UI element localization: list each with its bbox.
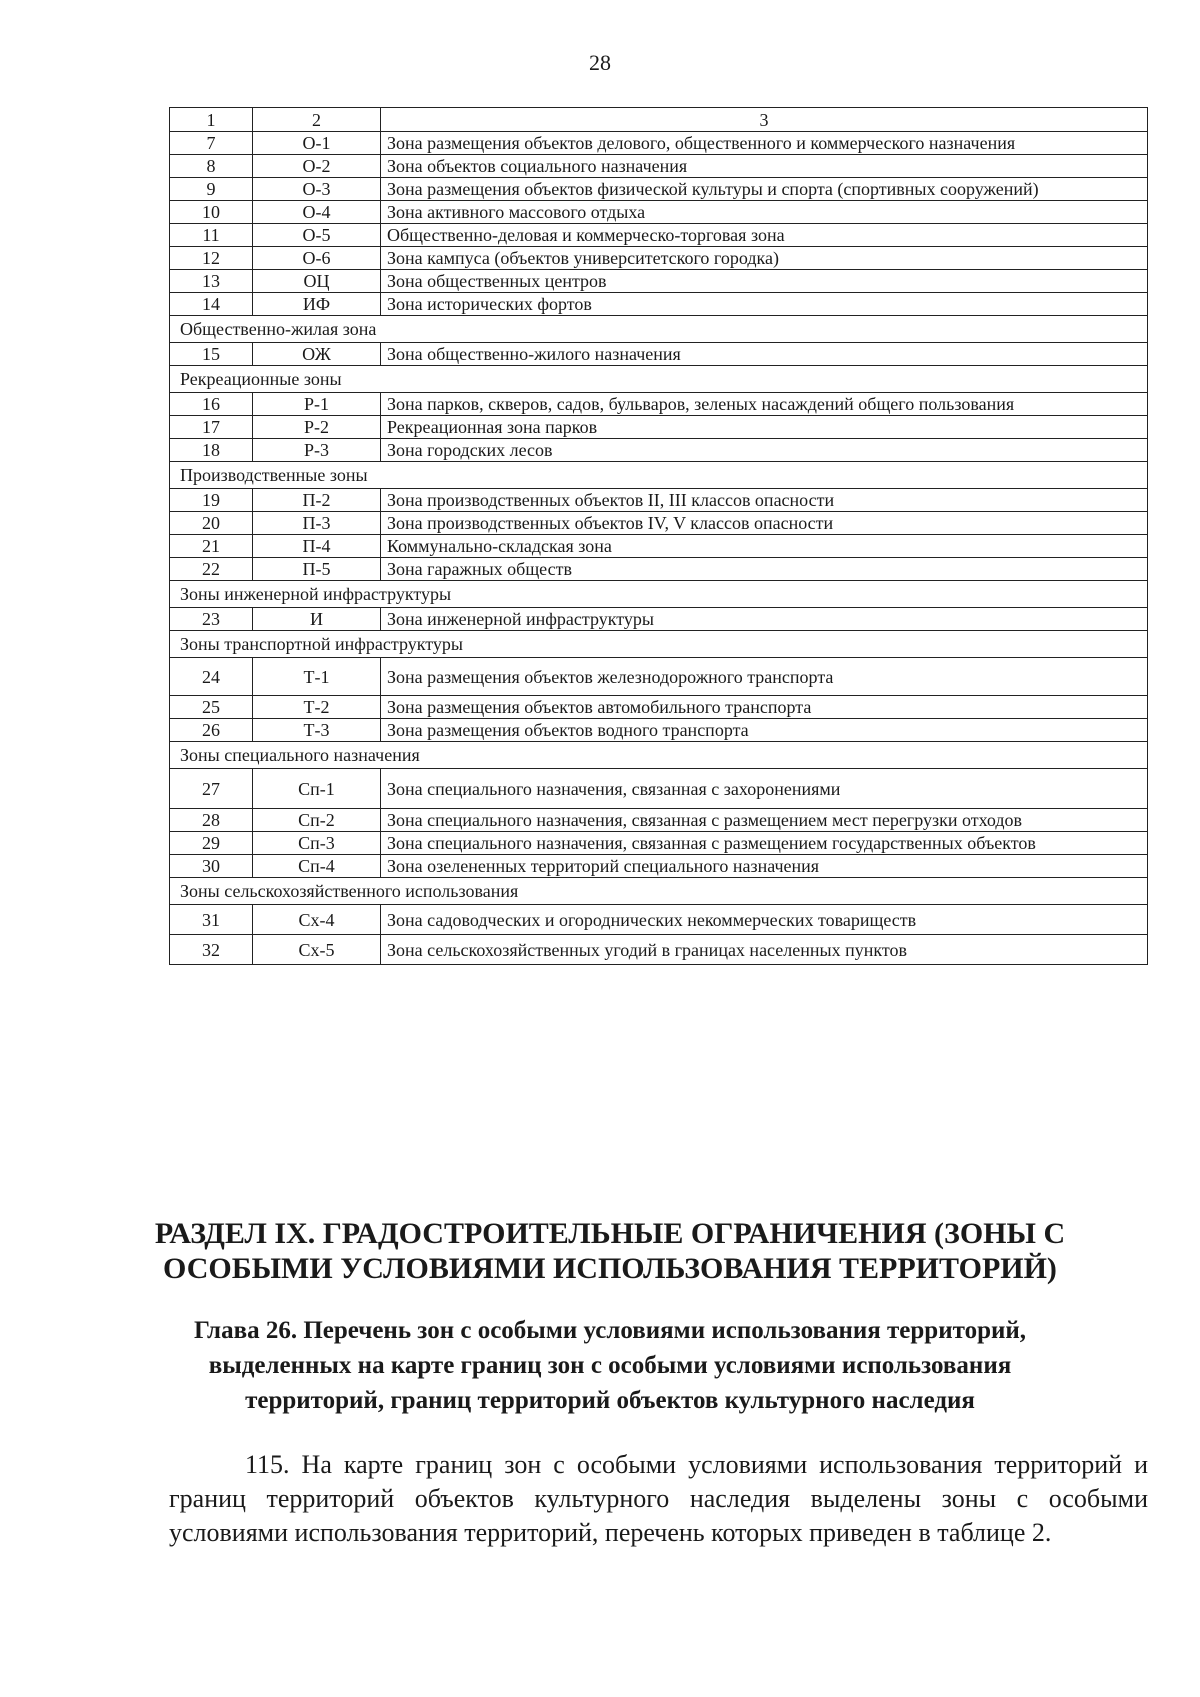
table-row <box>170 832 1148 855</box>
zone-number: 20 <box>170 512 253 535</box>
zone-code: Р-3 <box>253 439 381 462</box>
zone-code: Т-1 <box>253 658 381 696</box>
zone-number: 16 <box>170 393 253 416</box>
zone-code: О-3 <box>253 178 381 201</box>
zone-number: 9 <box>170 178 253 201</box>
zone-number: 7 <box>170 132 253 155</box>
zone-code: О-1 <box>253 132 381 155</box>
chapter-title: Глава 26. Перечень зон с особыми условиями использования территорий, выделенных на карте границ зон с особыми условиями использования территорий, границ территорий объектов культурного наследия <box>193 1317 1027 1414</box>
zone-number: 18 <box>170 439 253 462</box>
zone-description: Зона специального назначения, связанная с захоронениями <box>381 769 1148 809</box>
zone-code: О-5 <box>253 224 381 247</box>
table-group-row <box>170 878 1148 905</box>
zone-code: П-5 <box>253 558 381 581</box>
group-label: Зоны специального назначения <box>170 742 1148 769</box>
group-label: Зоны транспортной инфраструктуры <box>170 631 1148 658</box>
table-row <box>170 535 1148 558</box>
table-row <box>170 343 1148 366</box>
table-row <box>170 201 1148 224</box>
zone-code: П-3 <box>253 512 381 535</box>
table-row <box>170 132 1148 155</box>
group-label: Рекреационные зоны <box>170 366 1148 393</box>
table-row <box>170 512 1148 535</box>
zone-description: Зона специального назначения, связанная с размещением мест перегрузки отходов <box>381 809 1148 832</box>
table-group-row <box>170 581 1148 608</box>
zone-number: 19 <box>170 489 253 512</box>
zone-description: Зона размещения объектов водного транспорта <box>381 719 1148 742</box>
header-cell-code: 2 <box>253 108 381 132</box>
zone-code: Т-2 <box>253 696 381 719</box>
zone-code: И <box>253 608 381 631</box>
zone-code: Сх-5 <box>253 935 381 965</box>
table-group-row <box>170 742 1148 769</box>
table-group-row <box>170 631 1148 658</box>
zone-code: Р-1 <box>253 393 381 416</box>
zone-description: Зона общественно-жилого назначения <box>381 343 1148 366</box>
zone-description: Зона объектов социального назначения <box>381 155 1148 178</box>
zone-description: Зона городских лесов <box>381 439 1148 462</box>
zone-number: 29 <box>170 832 253 855</box>
section-title: РАЗДЕЛ IX. ГРАДОСТРОИТЕЛЬНЫЕ ОГРАНИЧЕНИЯ (ЗОНЫ С ОСОБЫМИ УСЛОВИЯМИ ИСПОЛЬЗОВАНИЯ ТЕРРИТОРИЙ) <box>154 1217 1066 1285</box>
table-row <box>170 608 1148 631</box>
table-group-row <box>170 462 1148 489</box>
table-header-row <box>170 108 1148 132</box>
table-row <box>170 270 1148 293</box>
header-cell-number: 1 <box>170 108 253 132</box>
zone-number: 28 <box>170 809 253 832</box>
table-row <box>170 809 1148 832</box>
zone-number: 15 <box>170 343 253 366</box>
zone-number: 10 <box>170 201 253 224</box>
table-row <box>170 439 1148 462</box>
table-row <box>170 905 1148 935</box>
table-row <box>170 247 1148 270</box>
table-row <box>170 935 1148 965</box>
zone-code: Сп-2 <box>253 809 381 832</box>
table-row <box>170 769 1148 809</box>
zone-code: Сп-4 <box>253 855 381 878</box>
zone-description: Зона общественных центров <box>381 270 1148 293</box>
zone-code: О-6 <box>253 247 381 270</box>
zone-code: П-2 <box>253 489 381 512</box>
zone-number: 14 <box>170 293 253 316</box>
zone-number: 22 <box>170 558 253 581</box>
table-row <box>170 719 1148 742</box>
zone-code: Сп-3 <box>253 832 381 855</box>
table-row <box>170 696 1148 719</box>
table-group-row <box>170 366 1148 393</box>
zone-description: Зона озелененных территорий специального назначения <box>381 855 1148 878</box>
group-label: Общественно-жилая зона <box>170 316 1148 343</box>
table-row <box>170 489 1148 512</box>
zone-number: 26 <box>170 719 253 742</box>
table-row <box>170 855 1148 878</box>
paragraph-115: 115. На карте границ зон с особыми условиями использования территорий и границ территорий объектов культурного наследия выделены зоны с особыми условиями использования территорий, перечень которых приведен в таблице 2. <box>169 1450 1148 1547</box>
zone-description: Зона производственных объектов II, III классов опасности <box>381 489 1148 512</box>
zone-number: 32 <box>170 935 253 965</box>
table-group-row <box>170 316 1148 343</box>
zone-code: О-2 <box>253 155 381 178</box>
zone-code: О-4 <box>253 201 381 224</box>
zone-number: 25 <box>170 696 253 719</box>
zones-table <box>169 107 1148 965</box>
zone-number: 21 <box>170 535 253 558</box>
zone-description: Зона активного массового отдыха <box>381 201 1148 224</box>
table-row <box>170 155 1148 178</box>
zone-code: П-4 <box>253 535 381 558</box>
zone-code: ОЦ <box>253 270 381 293</box>
table-row <box>170 558 1148 581</box>
zone-description: Зона кампуса (объектов университетского городка) <box>381 247 1148 270</box>
header-cell-description: 3 <box>381 108 1148 132</box>
group-label: Зоны инженерной инфраструктуры <box>170 581 1148 608</box>
zone-description: Зона размещения объектов железнодорожного транспорта <box>381 658 1148 696</box>
zone-code: ОЖ <box>253 343 381 366</box>
zone-code: Сх-4 <box>253 905 381 935</box>
zone-description: Зона сельскохозяйственных угодий в границах населенных пунктов <box>381 935 1148 965</box>
zone-number: 23 <box>170 608 253 631</box>
table-row <box>170 393 1148 416</box>
zone-number: 8 <box>170 155 253 178</box>
zone-description: Зона инженерной инфраструктуры <box>381 608 1148 631</box>
zone-description: Зона исторических фортов <box>381 293 1148 316</box>
zone-number: 27 <box>170 769 253 809</box>
page-number: 28 <box>589 50 611 75</box>
table-row <box>170 224 1148 247</box>
zone-code: Р-2 <box>253 416 381 439</box>
zones-table-body <box>170 108 1148 965</box>
zone-description: Зона производственных объектов IV, V классов опасности <box>381 512 1148 535</box>
group-label: Зоны сельскохозяйственного использования <box>170 878 1148 905</box>
zone-description: Зона парков, скверов, садов, бульваров, зеленых насаждений общего пользования <box>381 393 1148 416</box>
zone-number: 17 <box>170 416 253 439</box>
zone-code: ИФ <box>253 293 381 316</box>
zone-description: Зона садоводческих и огороднических некоммерческих товариществ <box>381 905 1148 935</box>
zone-description: Зона размещения объектов делового, общественного и коммерческого назначения <box>381 132 1148 155</box>
zone-description: Общественно-деловая и коммерческо-торговая зона <box>381 224 1148 247</box>
group-label: Производственные зоны <box>170 462 1148 489</box>
zone-number: 24 <box>170 658 253 696</box>
zone-description: Коммунально-складская зона <box>381 535 1148 558</box>
zone-description: Зона размещения объектов автомобильного транспорта <box>381 696 1148 719</box>
table-row <box>170 416 1148 439</box>
zone-description: Зона размещения объектов физической культуры и спорта (спортивных сооружений) <box>381 178 1148 201</box>
zone-code: Сп-1 <box>253 769 381 809</box>
table-row <box>170 293 1148 316</box>
zone-code: Т-3 <box>253 719 381 742</box>
zone-number: 30 <box>170 855 253 878</box>
zone-number: 31 <box>170 905 253 935</box>
table-row <box>170 658 1148 696</box>
zone-number: 11 <box>170 224 253 247</box>
zone-description: Зона гаражных обществ <box>381 558 1148 581</box>
zone-number: 12 <box>170 247 253 270</box>
zone-number: 13 <box>170 270 253 293</box>
zone-description: Зона специального назначения, связанная с размещением государственных объектов <box>381 832 1148 855</box>
zone-description: Рекреационная зона парков <box>381 416 1148 439</box>
table-row <box>170 178 1148 201</box>
